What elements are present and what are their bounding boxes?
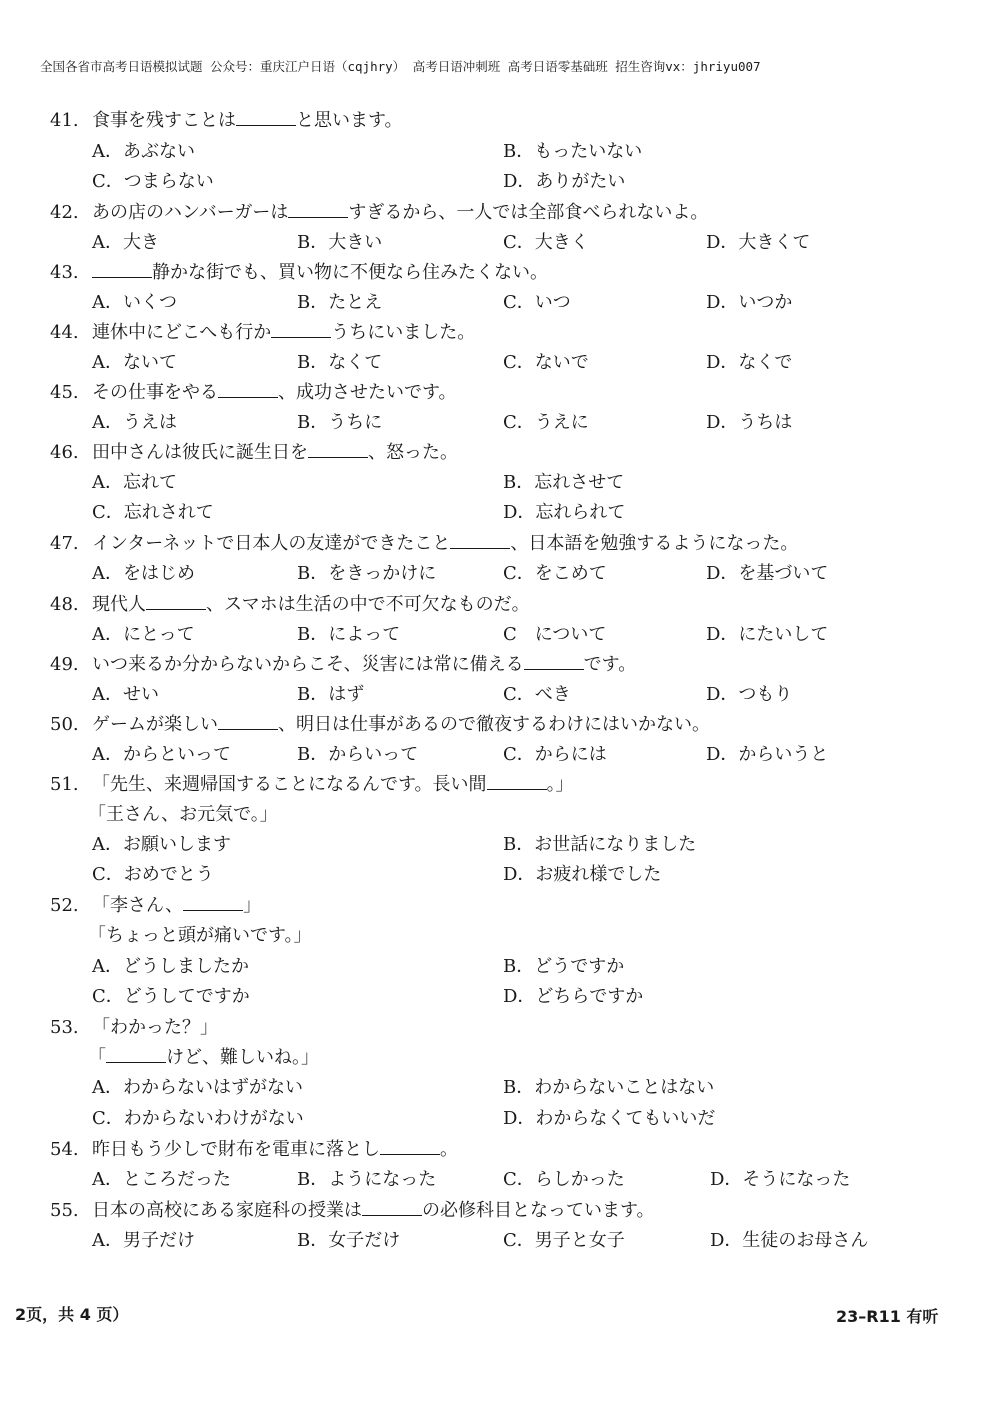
question-text-pre: あの店のハンバーガーは: [92, 202, 289, 223]
question-text-pre: 昨日もう少しで財布を電車に落とし: [92, 1139, 380, 1160]
option-d: D．そうになった: [710, 1169, 851, 1190]
option-c: C．つまらない: [92, 171, 214, 192]
option-a: A．忘れて: [92, 472, 177, 493]
question-text-pre: 連休中にどこへも行か: [92, 322, 272, 343]
option-c: C．らしかった: [503, 1169, 625, 1190]
option-d: D．どちらですか: [503, 986, 644, 1007]
question-text-post: 、日本語を勉強するようになった。: [510, 533, 799, 554]
question-text-pre: 食事を残すことは: [92, 110, 236, 131]
question-text-post: です。: [583, 654, 637, 675]
question-text-post: 。」: [546, 774, 574, 795]
option-b: B．大きい: [297, 232, 383, 253]
answer-blank: [487, 775, 547, 790]
option-b: B．もったいない: [503, 141, 643, 162]
option-d: D．忘れられて: [503, 502, 626, 523]
option-c: C について: [503, 624, 607, 645]
question-text-post: うちにいました。: [331, 322, 476, 343]
dialogue-line: 「王さん、お元気で。」: [88, 804, 278, 825]
question-text-pre: 田中さんは彼氏に誕生日を: [92, 442, 308, 463]
option-c: C．どうしてですか: [92, 986, 250, 1007]
question-text-pre: 日本の高校にある家庭科の授業は: [92, 1200, 362, 1221]
option-c: C．からには: [503, 744, 607, 765]
option-d: D．なくで: [706, 352, 793, 373]
option-a: A．あぶない: [92, 141, 195, 162]
question-text-pre: ゲームが楽しい: [92, 714, 218, 735]
question-text-pre: 「李さん、: [92, 895, 184, 916]
option-b: B．どうですか: [503, 956, 625, 977]
question-number: 51.: [50, 774, 79, 795]
option-b: B．によって: [297, 624, 401, 645]
option-a: A．大き: [92, 232, 159, 253]
option-d: D．からいうと: [706, 744, 829, 765]
question-number: 46.: [50, 442, 79, 463]
option-b: B．からいって: [297, 744, 419, 765]
option-a: A．どうしましたか: [92, 956, 249, 977]
question-text-post: 」: [243, 895, 262, 916]
option-c: C．おめでとう: [92, 864, 214, 885]
option-b: B．はず: [297, 684, 365, 705]
answer-blank: [236, 111, 296, 126]
question-text-post: 静かな街でも、買い物に不便なら住みたくない。: [152, 262, 548, 283]
answer-blank: [218, 715, 278, 730]
paper-code: 23–R11 有听: [836, 1307, 939, 1326]
option-c: C．をこめて: [503, 563, 607, 584]
option-a: A．せい: [92, 684, 159, 705]
question-text-pre: 「先生、来週帰国することになるんです。長い間: [92, 774, 487, 795]
answer-blank: [183, 896, 243, 911]
answer-blank: [92, 263, 152, 278]
answer-blank: [362, 1201, 422, 1216]
option-d: D．いつか: [706, 292, 793, 313]
answer-blank: [308, 443, 368, 458]
option-c: C．うえに: [503, 412, 589, 433]
question-number: 43.: [50, 262, 79, 283]
option-a: A．いくつ: [92, 292, 177, 313]
question-text-post: すぎるから、一人では全部食べられないよ。: [348, 202, 709, 223]
answer-blank: [271, 323, 331, 338]
option-b: B．わからないことはない: [503, 1077, 715, 1098]
answer-blank: [146, 595, 206, 610]
option-d: D．わからなくてもいいだ: [503, 1108, 716, 1129]
answer-blank: [524, 655, 584, 670]
option-b: B．うちに: [297, 412, 383, 433]
option-d: D．お疲れ様でした: [503, 864, 662, 885]
question-number: 50.: [50, 714, 79, 735]
option-b: B．忘れさせて: [503, 472, 625, 493]
option-c: C．いつ: [503, 292, 571, 313]
question-number: 55.: [50, 1200, 79, 1221]
option-c: C．大きく: [503, 232, 589, 253]
question-text-post: 。: [440, 1139, 458, 1160]
answer-blank: [450, 534, 510, 549]
dialogue-rest: けど、難しいね。」: [166, 1047, 319, 1068]
question-text-post: 、怒った。: [368, 442, 458, 463]
option-a: A．ところだった: [92, 1169, 231, 1190]
option-a: A．男子だけ: [92, 1230, 195, 1251]
option-a: A．うえは: [92, 412, 177, 433]
option-a: A．からといって: [92, 744, 231, 765]
option-d: D．ありがたい: [503, 171, 626, 192]
option-c: C．忘れされて: [92, 502, 214, 523]
option-a: A．お願いします: [92, 834, 231, 855]
option-c: C．べき: [503, 684, 571, 705]
question-number: 54.: [50, 1139, 79, 1160]
question-number: 47.: [50, 533, 79, 554]
question-number: 41.: [50, 110, 79, 131]
answer-blank: [288, 203, 348, 218]
dialogue-line: [88, 1043, 319, 1069]
option-b: B．なくて: [297, 352, 383, 373]
question-text-pre: インターネットで日本人の友達ができたこと: [92, 533, 451, 554]
option-d: D．にたいして: [706, 624, 829, 645]
option-d: D．大きくて: [706, 232, 811, 253]
question-text-pre: 現代人: [92, 594, 146, 615]
option-c: C．わからないわけがない: [92, 1108, 304, 1129]
dialogue-line: 「ちょっと頭が痛いです。」: [88, 925, 312, 946]
option-d: D．うちは: [706, 412, 793, 433]
question-number: 48.: [50, 594, 79, 615]
option-c: C．ないで: [503, 352, 589, 373]
answer-blank: [380, 1140, 440, 1155]
question-text-post: 、スマホは生活の中で不可欠なものだ。: [206, 594, 530, 615]
option-c: C．男子と女子: [503, 1230, 625, 1251]
question-text-post: 、成功させたいです。: [278, 382, 457, 403]
answer-blank: [106, 1048, 166, 1063]
page-number: 2页，共 4 页）: [15, 1305, 129, 1324]
question-number: 42.: [50, 202, 79, 223]
question-text-post: 、明日は仕事があるので徹夜するわけにはいかない。: [278, 714, 710, 735]
question-number: 49.: [50, 654, 79, 675]
question-text-post: と思います。: [296, 110, 403, 131]
option-a: A．わからないはずがない: [92, 1077, 303, 1098]
page-header: 全国各省市高考日语模拟试题 公众号：重庆江户日语（cqjhry） 高考日语冲刺班 高考日语零基础班 招生咨询vx：jhriyu007: [40, 59, 761, 74]
option-d: D．つもり: [706, 684, 793, 705]
question-text-pre: その仕事をやる: [92, 382, 218, 403]
option-d: D．を基づいて: [706, 563, 829, 584]
option-d: D．生徒のお母さん: [710, 1230, 869, 1251]
question-text-pre: 「わかった？」: [92, 1017, 218, 1038]
answer-blank: [218, 383, 278, 398]
question-text-pre: いつ来るか分からないからこそ、災害には常に備える: [92, 654, 524, 675]
question-number: 44.: [50, 322, 79, 343]
question-number: 53.: [50, 1017, 79, 1038]
option-b: B．をきっかけに: [297, 563, 437, 584]
option-a: A．をはじめ: [92, 563, 195, 584]
option-a: A．ないて: [92, 352, 177, 373]
option-b: B．女子だけ: [297, 1230, 401, 1251]
question-text-post: の必修科目となっています。: [422, 1200, 655, 1221]
question-number: 45.: [50, 382, 79, 403]
option-b: B．ようになった: [297, 1169, 437, 1190]
option-b: B．お世話になりました: [503, 834, 697, 855]
dialogue-open: 「: [88, 1047, 106, 1068]
option-b: B．たとえ: [297, 292, 383, 313]
option-a: A．にとって: [92, 624, 195, 645]
question-number: 52.: [50, 895, 79, 916]
